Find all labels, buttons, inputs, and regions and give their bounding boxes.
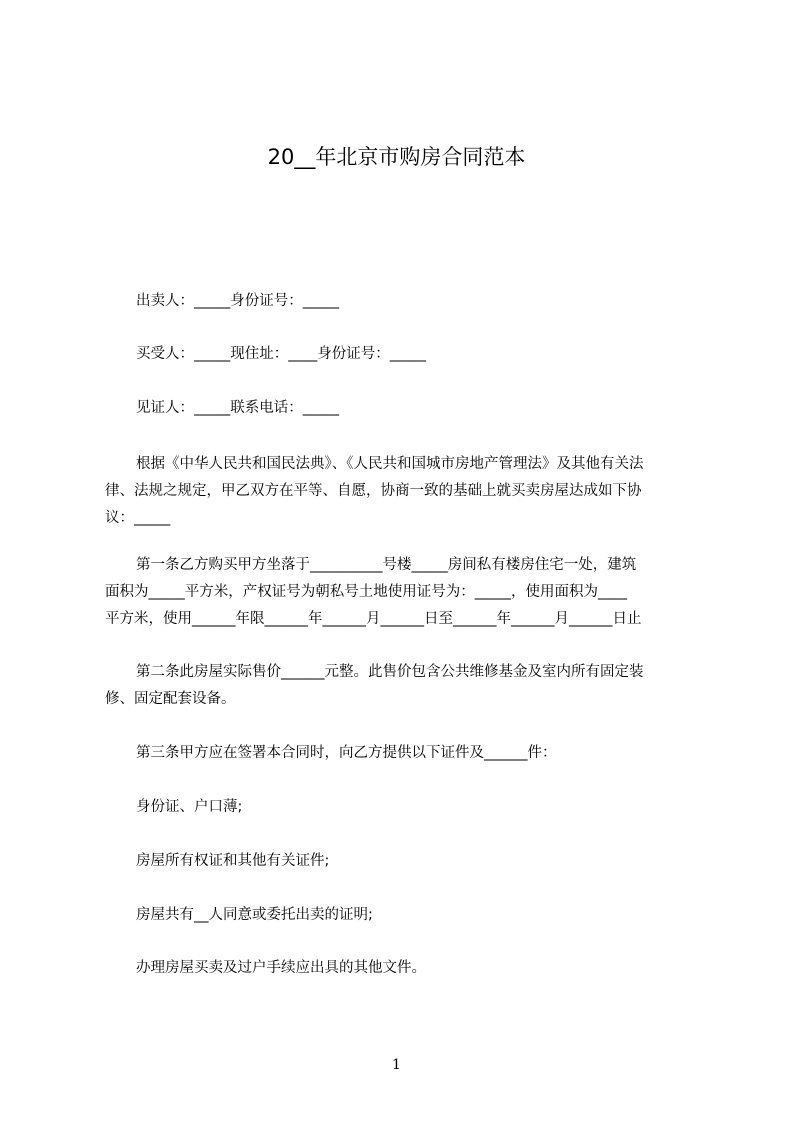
page-number: 1 bbox=[392, 1057, 401, 1073]
list-item: 房屋共有__人同意或委托出卖的证明; bbox=[136, 907, 373, 923]
buyer-line: 买受人：_____现住址：____身份证号：_____ bbox=[136, 346, 426, 362]
preamble-line-3: 议：_____ bbox=[105, 510, 171, 526]
preamble-line-2: 律、法规之规定，甲乙双方在平等、自愿，协商一致的基础上就买卖房屋达成如下协 bbox=[105, 483, 642, 499]
article-3-line: 第三条甲方应在签署本合同时，向乙方提供以下证件及______件： bbox=[136, 745, 557, 761]
list-item: 办理房屋买卖及过户手续应出具的其他文件。 bbox=[136, 960, 426, 976]
article-2-line-2: 修、固定配套设备。 bbox=[105, 691, 236, 707]
article-1-paragraph bbox=[105, 552, 701, 633]
seller-line: 出卖人：_____身份证号：_____ bbox=[136, 293, 339, 309]
witness-line: 见证人：_____联系电话：_____ bbox=[136, 400, 339, 416]
list-item: 房屋所有权证和其他有关证件; bbox=[136, 853, 330, 869]
preamble-paragraph bbox=[105, 451, 701, 532]
article-1-line-3: 平方米，使用______年限______年______月______日至______年______月______日止 bbox=[105, 611, 642, 627]
list-item: 身份证、户口薄; bbox=[136, 799, 243, 815]
preamble-line-1: 根据《中华人民共和国民法典》、《人民共和国城市房地产管理法》及其他有关法 bbox=[136, 456, 644, 472]
article-2-line-1: 第二条此房屋实际售价______元整。此售价包含公共维修基金及室内所有固定装 bbox=[136, 664, 644, 680]
article-2-paragraph bbox=[105, 659, 701, 713]
document-title: 20__年北京市购房合同范本 bbox=[267, 145, 526, 169]
article-1-line-1: 第一条乙方购买甲方坐落于__________号楼_____房间私有楼房住宅一处，建筑 bbox=[136, 557, 637, 573]
article-1-line-2: 面积为_____平方米，产权证号为朝私号土地使用证号为：_____，使用面积为____ bbox=[105, 584, 627, 600]
